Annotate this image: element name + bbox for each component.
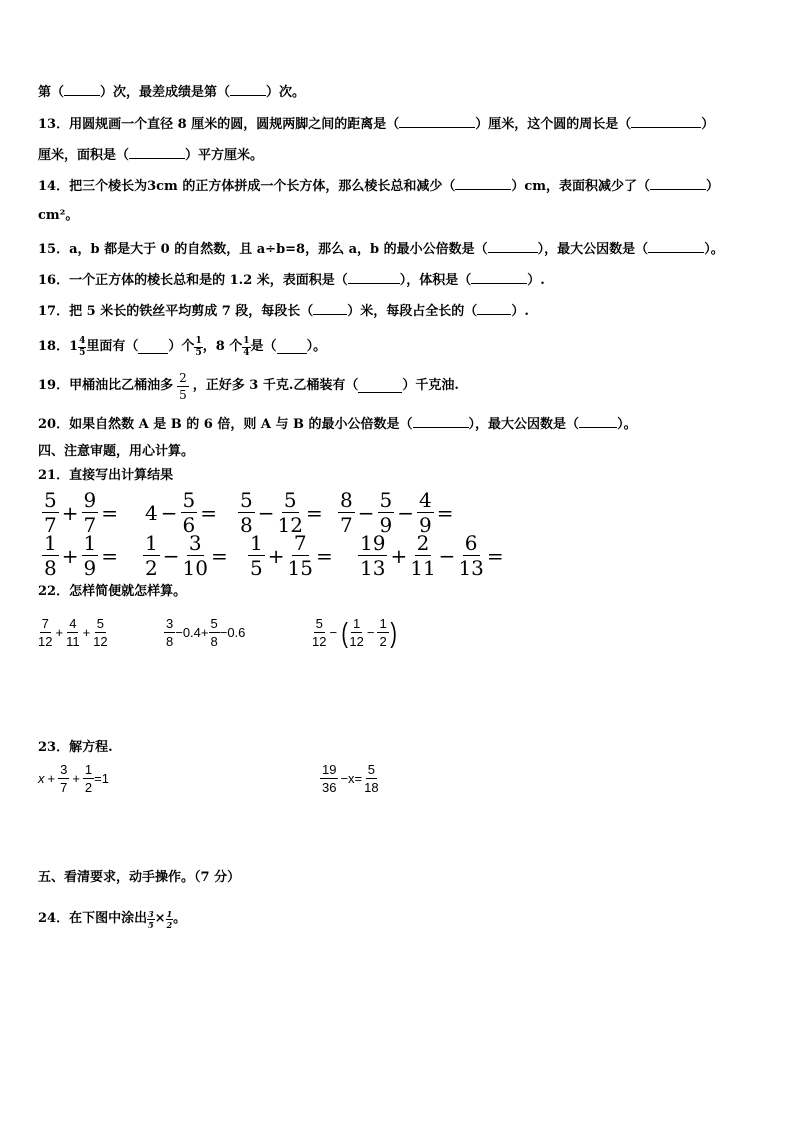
question-12-line: 第（ ）次，最差成绩是第（ ）次。 [38,85,306,100]
q21-expr-r1-1: $\frac{5}{7}$ + $\frac{9}{7}$ = [44,488,118,537]
answer-blank[interactable] [64,83,100,96]
question-22-title: 22．怎样简便就怎样算。 [38,584,187,599]
answer-blank[interactable] [579,415,617,428]
answer-blank[interactable] [413,415,469,428]
answer-blank[interactable] [348,271,400,284]
answer-blank[interactable] [358,380,402,393]
fraction: $\frac{1}{2}$ [166,908,173,930]
question-17-line: 17．把 5 米长的铁丝平均剪成 7 段，每段长（ ）米，每段占全长的（ ）. [38,304,529,319]
answer-blank[interactable] [631,115,701,128]
question-20-line: 20．如果自然数 A 是 B 的 6 倍，则 A 与 B 的最小公倍数是（ ），最大公因数是（ ）。 [38,417,637,432]
q21-expr-r2-1: $\frac{1}{8}$ + $\frac{1}{9}$ = [44,531,118,580]
question-21-title: 21．直接写出计算结果 [38,468,174,483]
answer-blank[interactable] [648,240,704,253]
answer-blank[interactable] [477,302,511,315]
q22-expr-1: $\frac{7}{12}$ + $\frac{4}{11}$ + $\frac{5}{12}$ [38,616,108,649]
q23-equation-1: x + $\frac{3}{7}$ + $\frac{1}{2}$ =1 [38,762,109,795]
fraction: $\frac{2}{5}$ [179,370,187,402]
question-24-line: 24．在下图中涂出 $\frac{3}{5}$ × $\frac{1}{2}$ 。 [38,908,187,930]
q21-expr-r2-2: $\frac{1}{2}$ − $\frac{3}{10}$ = [145,531,228,580]
section-4-heading: 四、注意审题，用心计算。 [38,444,195,459]
q21-expr-r1-4: $\frac{8}{7}$ − $\frac{5}{9}$ − $\frac{4}{9}$ = [340,488,454,537]
fraction: $\frac{3}{5}$ [148,908,154,930]
question-14-line-2: cm²。 [38,208,79,223]
answer-blank[interactable] [399,115,475,128]
answer-blank[interactable] [138,341,168,354]
question-16-line: 16．一个正方体的棱长总和是的 1.2 米，表面积是（ ），体积是（ ）. [38,273,545,288]
question-13-line-2: 厘米，面积是（ ）平方厘米。 [38,148,264,163]
answer-blank[interactable] [277,341,307,354]
question-13-line-1: 13．用圆规画一个直径 8 厘米的圆，圆规两脚之间的距离是（ ）厘米，这个圆的周长是（ ） [38,117,715,132]
q23-equation-2: $\frac{19}{36}$ −x= $\frac{5}{18}$ [322,762,379,795]
answer-blank[interactable] [455,177,511,190]
answer-blank[interactable] [230,83,266,96]
answer-blank[interactable] [488,240,538,253]
answer-blank[interactable] [129,146,185,159]
q22-expr-2: $\frac{3}{8}$ −0.4+ $\frac{5}{8}$ −0.6 [166,616,246,649]
fraction: $\frac{1}{5}$ [195,335,202,358]
answer-blank[interactable] [650,177,706,190]
q21-expr-r1-3: $\frac{5}{8}$ − $\frac{5}{12}$ = [240,488,323,537]
fraction: $\frac{1}{4}$ [243,335,250,358]
question-23-title: 23．解方程. [38,740,113,755]
question-18-line: 18． 1 $\frac{4}{5}$ 里面有（ ）个 $\frac{1}{5}$ ，8 个 $\frac{1}{4}$ 是（ ）。 [38,335,327,358]
q21-expr-r1-2: 4 − $\frac{5}{6}$ = [145,488,217,537]
fraction: $\frac{4}{5}$ [79,335,86,358]
answer-blank[interactable] [471,271,527,284]
q22-expr-3: $\frac{5}{12}$ − ( $\frac{1}{12}$ − $\frac{1}{2}$ ) [312,616,397,649]
section-5-heading: 五、看清要求，动手操作。（7 分） [38,870,241,885]
question-19-line: 19．甲桶油比乙桶油多 $\frac{2}{5}$ ，正好多 3 千克.乙桶装有（ ）千克油. [38,370,459,402]
q21-expr-r2-3: $\frac{1}{5}$ + $\frac{7}{15}$ = [250,531,333,580]
q21-expr-r2-4: $\frac{19}{13}$ + $\frac{2}{11}$ − $\frac{6}{13}$ = [360,531,504,580]
question-15-line: 15．a，b 都是大于 0 的自然数，且 a÷b=8，那么 a，b 的最小公倍数是（ ），最大公因数是（ ）。 [38,242,724,257]
answer-blank[interactable] [313,302,347,315]
question-14-line-1: 14．把三个棱长为3cm 的正方体拼成一个长方体，那么棱长总和减少（ ）cm，表面积减少了（ ） [38,179,720,194]
